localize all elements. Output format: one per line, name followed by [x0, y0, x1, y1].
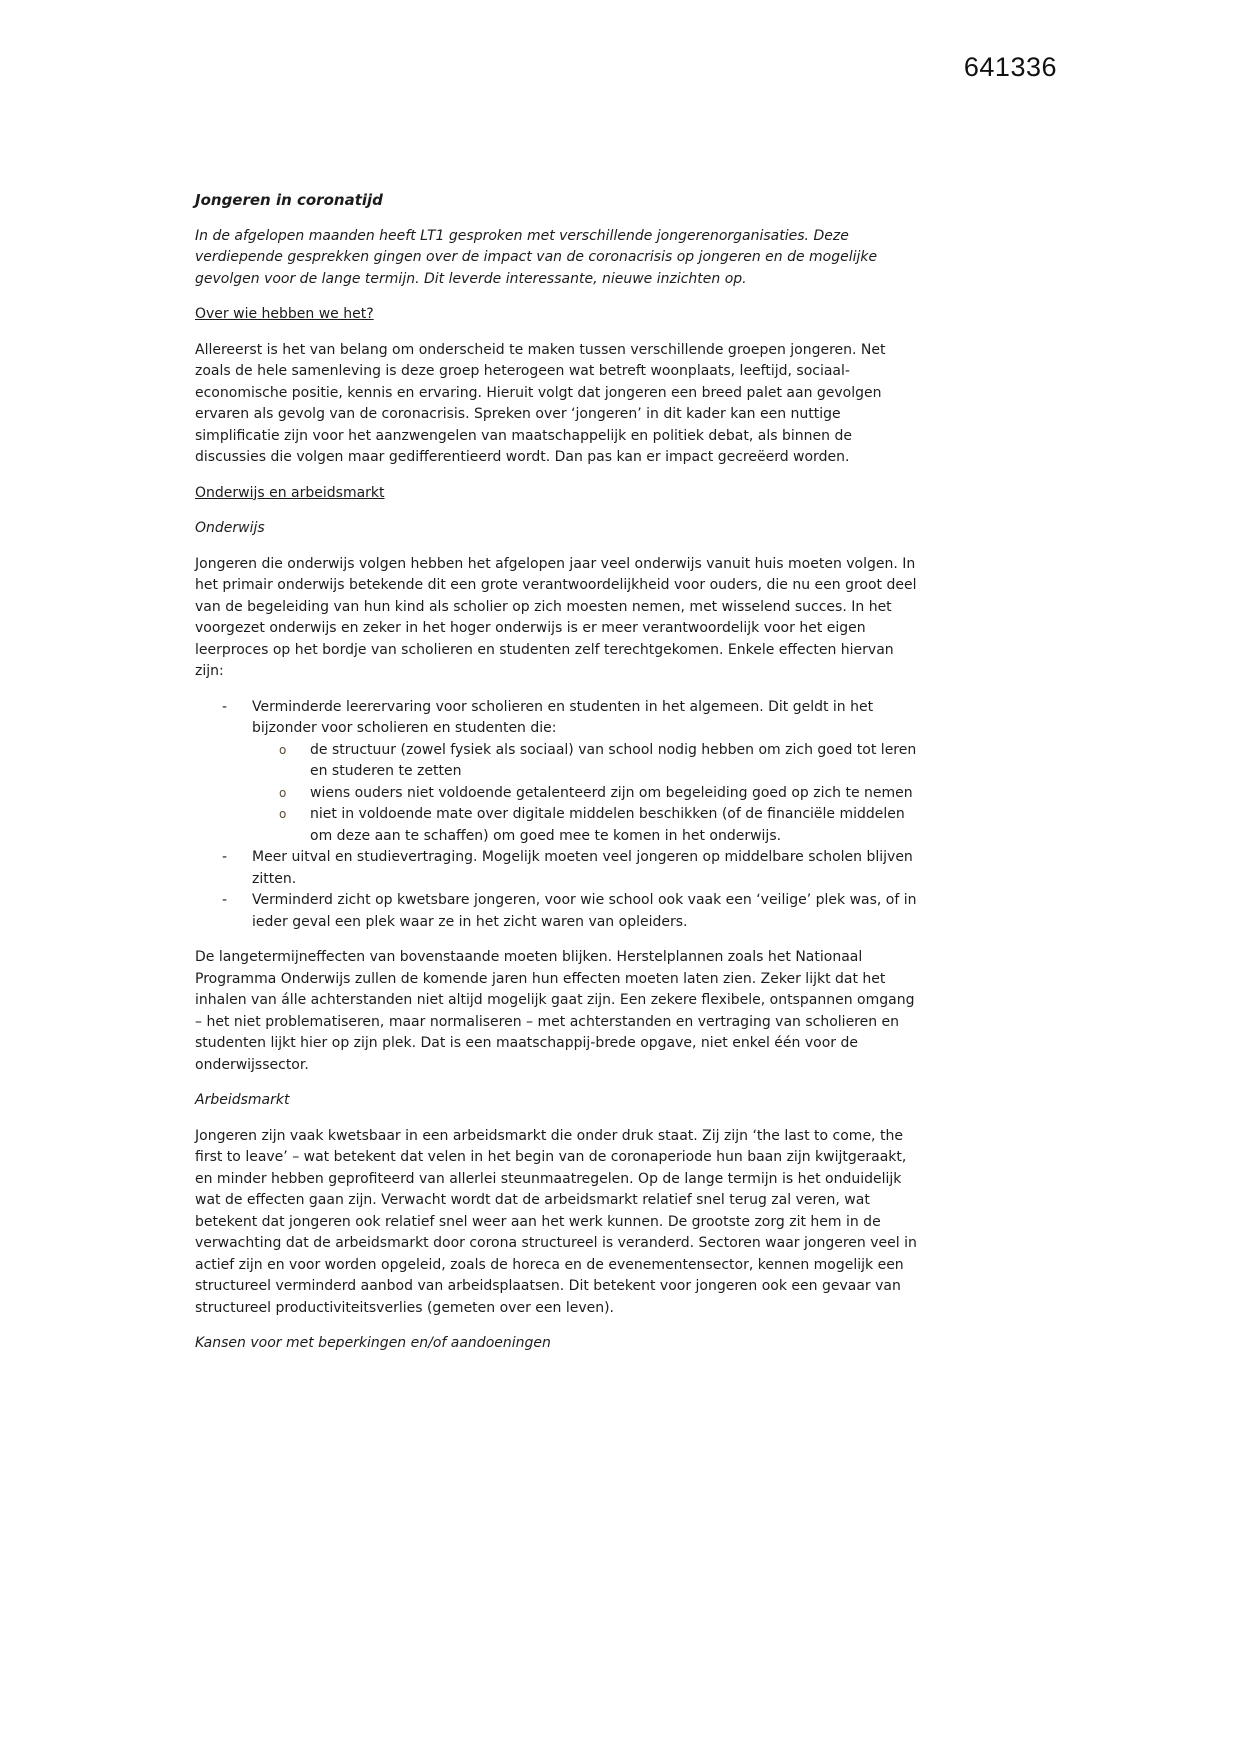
subheading-education: Onderwijs [195, 520, 265, 536]
list-item-text: Meer uitval en studievertraging. Mogelijk moeten veel jongeren op middelbare scholen blijven zitten. [252, 849, 913, 887]
subheading-labour: Arbeidsmarkt [195, 1092, 290, 1108]
list-subitem-text: de structuur (zowel fysiek als sociaal) van school nodig hebben om zich goed tot leren en studeren te zetten [310, 741, 917, 779]
circle-bullet-icon: o [279, 807, 287, 821]
document-content [195, 190, 920, 1369]
list-subitem-text: niet in voldoende mate over digitale middelen beschikken (of de financiële middelen om deze aan te schaffen) om goed mee te komen in het onderwijs. [310, 806, 905, 844]
list-item-text: Verminderde leerervaring voor scholieren en studenten in het algemeen. Dit geldt in het bijzonder voor scholieren en studenten die: [252, 698, 874, 736]
page-number: 641336 [963, 52, 1057, 82]
list-subitem [195, 740, 920, 783]
paragraph-education-outro: De langetermijneffecten van bovenstaande moeten blijken. Herstelplannen zoals het Nationaal Programma Onderwijs zullen de komende jaren hun effecten moeten laten zien. Zeker lijkt dat het inhalen van álle achterstanden niet altijd mogelijk gaat zijn. Een zekere flexibele, ontspannen omgang – het niet problematiseren, maar normaliseren – met achterstanden en vertraging van scholieren en studenten lijkt hier op zijn plek. Dat is een maatschappij-brede opgave, niet enkel één voor de onderwijssector. [195, 949, 915, 1073]
section-heading-education-labour: Onderwijs en arbeidsmarkt [195, 484, 385, 501]
paragraph-who: Allereerst is het van belang om onderscheid te maken tussen verschillende groepen jongeren. Net zoals de hele samenleving is deze groep heterogeen wat betreft woonplaats, leeftijd, sociaal-economische positie, kennis en ervaring. Hieruit volgt dat jongeren een breed palet aan gevolgen ervaren als gevolg van de coronacrisis. Spreken over ‘jongeren’ in dit kader kan een nuttige simplificatie zijn voor het aanzwengelen van maatschappelijk en politiek debat, als binnen de discussies die volgen maar gedifferentieerd wordt. Dan pas kan er impact gecreëerd worden. [195, 341, 886, 465]
education-effects-list [195, 697, 920, 934]
paragraph-labour: Jongeren zijn vaak kwetsbaar in een arbeidsmarkt die onder druk staat. Zij zijn ‘the last to come, the first to leave’ – wat betekent dat velen in het begin van de coronaperiode hun baan zijn kwijtgeraakt, en minder hebben geprofiteerd van allerlei steunmaatregelen. Op de lange termijn is het onduidelijk wat de effecten gaan zijn. Verwacht wordt dat de arbeidsmarkt relatief snel terug zal veren, wat betekent dat jongeren ook relatief snel weer aan het werk kunnen. De grootste zorg zit hem in de verwachting dat de arbeidsmarkt door corona structureel is veranderd. Sectoren waar jongeren veel in actief zijn en voor worden opgeleid, zoals de horeca en de evenementensector, kennen mogelijk een structureel verminderd aanbod van arbeidsplaatsen. Dit betekent voor jongeren ook een gevaar van structureel productiviteitsverlies (gemeten over een leven). [195, 1127, 917, 1316]
list-subitem-text: wiens ouders niet voldoende getalenteerd zijn om begeleiding goed op zich te nemen [310, 784, 913, 801]
list-subitem [195, 783, 920, 805]
list-item [195, 697, 920, 740]
subheading-opportunities: Kansen voor met beperkingen en/of aandoeningen [195, 1335, 551, 1351]
section-heading-who: Over wie hebben we het? [195, 306, 374, 322]
intro-paragraph: In de afgelopen maanden heeft LT1 gesproken met verschillende jongerenorganisaties. Deze verdiepende gesprekken gingen over de impact van de coronacrisis op jongeren en de mogelijke gevolgen voor de lange termijn. Dit leverde interessante, nieuwe inzichten op. [195, 227, 878, 287]
dash-bullet-icon: - [222, 849, 228, 865]
document-title: Jongeren in coronatijd [195, 191, 383, 209]
list-item [195, 847, 920, 890]
dash-bullet-icon: - [222, 892, 228, 908]
circle-bullet-icon: o [279, 742, 287, 757]
list-item-text: Verminderd zicht op kwetsbare jongeren, voor wie school ook vaak een ‘veilige’ plek was, of in ieder geval een plek waar ze in het zicht waren van opleiders. [252, 892, 917, 930]
paragraph-education-intro: Jongeren die onderwijs volgen hebben het afgelopen jaar veel onderwijs vanuit huis moeten volgen. In het primair onderwijs betekende dit een grote verantwoordelijkheid voor ouders, die nu een groot deel van de begeleiding van hun kind als scholier op zich moesten nemen, met wisselend succes. In het voorgezet onderwijs en zeker in het hoger onderwijs is er meer verantwoordelijk voor het eigen leerproces op het bordje van scholieren en studenten zelf terechtgekomen. Enkele effecten hiervan zijn: [195, 555, 917, 679]
dash-bullet-icon: - [222, 698, 228, 715]
list-item [195, 890, 920, 933]
list-subitem [195, 804, 920, 847]
circle-bullet-icon: o [279, 785, 287, 800]
